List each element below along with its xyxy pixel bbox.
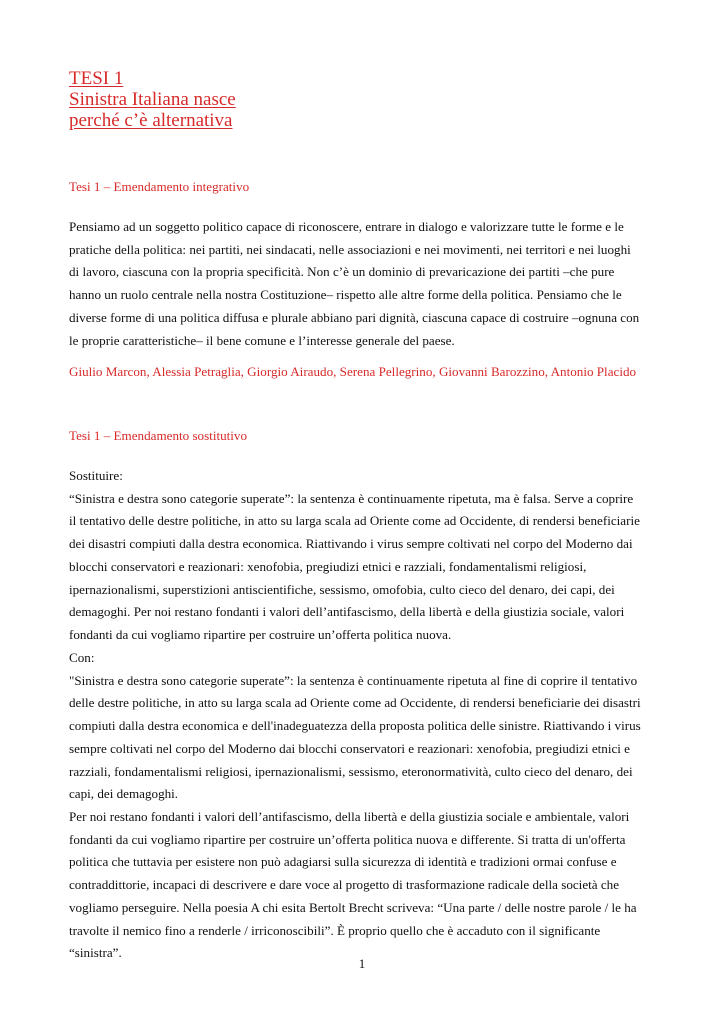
amendment-1-signatories: Giulio Marcon, Alessia Petraglia, Giorgio Airaudo, Serena Pellegrino, Giovanni Barozzino, Antonio Placido [69, 364, 637, 379]
text-line: fondanti da cui vogliamo ripartire per costruire un’offerta politica nuova. [69, 626, 452, 642]
document-title [69, 68, 236, 131]
text-line: politica che tuttavia per esistere non può adagiarsi sulla sicurezza di identità e tradizioni ormai confuse e [69, 854, 617, 870]
text-line: blocchi conservatori e reazionari: xenofobia, pregiudizi etnici e razziali, fondamentalismi religiosi, [69, 558, 587, 574]
replace-label: Sostituire: [69, 468, 123, 483]
amendment-1-heading: Tesi 1 – Emendamento integrativo [69, 179, 250, 194]
text-line: hanno un ruolo centrale nella nostra Costituzione– rispetto alle altre forme della politica. Pensiamo che le [69, 287, 622, 303]
amendment-2-replace-block [69, 465, 669, 647]
amendment-2-heading: Tesi 1 – Emendamento sostitutivo [69, 428, 248, 443]
text-line: capi, dei demagoghi. [69, 786, 179, 802]
page-number: 1 [358, 956, 366, 971]
text-line: compiuti dalla destra economica e dell'inadeguatezza della proposta politica delle sinistre. Riattivando i virus [69, 718, 641, 734]
amendment-2-final-paragraph [69, 806, 669, 965]
title-line: perché c’è alternativa [69, 110, 233, 131]
text-line: ipernazionalismi, superstizioni antiscientifiche, sessismo, omofobia, culto cieco del denaro, dei capi, dei [69, 581, 615, 597]
text-line: delle destre politiche, in atto su larga scala ad Oriente come ad Occidente, di rendersi beneficiarie dei disastri [69, 695, 641, 711]
text-line: travolte il nemico fino a renderle / irriconoscibili”. È proprio quello che è accaduto con il significante [69, 922, 601, 938]
text-line: Per noi restano fondanti i valori dell’antifascismo, della libertà e della giustizia sociale e ambientale, valori [69, 809, 630, 824]
text-line: sempre coltivati nel corpo del Moderno dai blocchi conservatori e reazionari: xenofobia, pregiudizi etnici e [69, 740, 630, 756]
text-line: demagoghi. Per noi restano fondanti i valori dell’antifascismo, della libertà e della giustizia sociale, valori [69, 604, 625, 620]
with-label: Con: [69, 650, 95, 665]
text-line: “sinistra”. [69, 945, 122, 961]
title-line: Sinistra Italiana nasce [69, 89, 236, 110]
text-line: vogliamo perseguire. Nella poesia A chi esita Bertolt Brecht scriveva: “Una parte / delle nostre parole / le ha [69, 899, 637, 915]
text-line: dei disastri compiuti dalla destra economica. Riattivando i virus sempre coltivati nel corpo del Moderno dai [69, 536, 633, 552]
text-line: diverse forme di una politica diffusa e plurale abbiano pari dignità, ciascuna capace di costruire –ognuna con [69, 309, 640, 325]
text-line: "Sinistra e destra sono categorie superate”: la sentenza è continuamente ripetuta al fine di coprire il tentativo [69, 672, 638, 688]
text-line: Pensiamo ad un soggetto politico capace di riconoscere, entrare in dialogo e valorizzare tutte le forme e le [69, 219, 624, 234]
amendment-2-with-block [69, 647, 669, 806]
text-line: pratiche della politica: nei partiti, nei sindacati, nelle associazioni e nei movimenti, nei territori e nei luoghi [69, 241, 631, 257]
text-line: di lavoro, ciascuna con la propria specificità. Non c’è un dominio di prevaricazione dei partiti –che pure [69, 264, 615, 280]
title-line: TESI 1 [69, 68, 124, 89]
text-line: fondanti da cui vogliamo ripartire per costruire un’offerta politica nuova e differente. Si tratta di un'offerta [69, 831, 626, 847]
text-line: contraddittorie, incapaci di descrivere e dare voce al progetto di trasformazione radicale della società che [69, 877, 620, 893]
text-line: le proprie caratteristiche– il bene comune e l’interesse generale del paese. [69, 332, 455, 348]
text-line: il tentativo delle destre politiche, in atto su larga scala ad Oriente come ad Occidente, di rendersi beneficiarie [69, 513, 640, 529]
amendment-1-body [69, 216, 669, 352]
text-line: “Sinistra e destra sono categorie superate”: la sentenza è continuamente ripetuta, ma è falsa. Serve a coprire [69, 490, 634, 506]
text-line: razziali, fondamentalismi religiosi, ipernazionalismi, sessismo, eteronormatività, culto cieco del denaro, dei [69, 763, 633, 779]
